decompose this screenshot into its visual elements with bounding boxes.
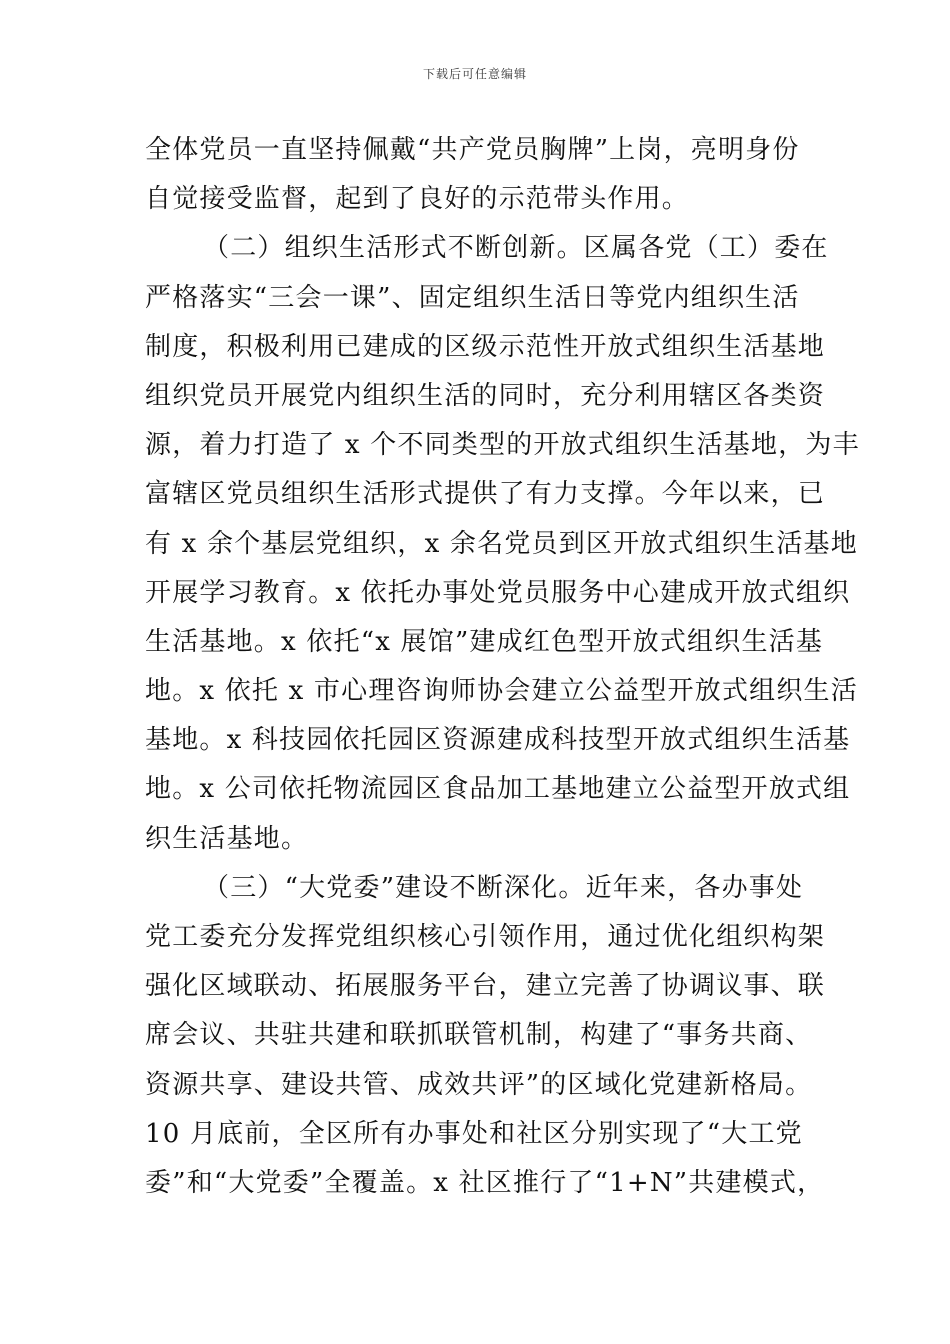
- page-header: 下载后可任意编辑: [422, 67, 527, 81]
- text-line: 源，着力打造了 x 个不同类型的开放式组织生活基地，为丰: [145, 430, 860, 461]
- text-line: 全体党员一直坚持佩戴“共产党员胸牌”上岗，亮明身份: [145, 135, 800, 165]
- text-line: 严格落实“三会一课”、固定组织生活日等党内组织生活: [145, 282, 800, 313]
- text-line: 开展学习教育。x 依托办事处党员服务中心建成开放式组织: [145, 577, 851, 608]
- text-line: 委”和“大党委”全覆盖。x 社区推行了“1+N”共建模式，: [145, 1167, 825, 1198]
- text-line: 织生活基地。: [145, 823, 309, 854]
- text-line: 10 月底前，全区所有办事处和社区分别实现了“大工党: [145, 1118, 803, 1149]
- text-line: 有 x 余个基层党组织，x 余名党员到区开放式组织生活基地: [145, 528, 858, 559]
- text-line: 生活基地。x 依托“x 展馆”建成红色型开放式组织生活基: [145, 626, 824, 657]
- text-line: 地。x 依托 x 市心理咨询师协会建立公益型开放式组织生活: [145, 676, 858, 707]
- text-line: 组织党员开展党内组织生活的同时，充分利用辖区各类资: [145, 380, 826, 411]
- section-heading-line: （三）“大党委”建设不断深化。近年来，各办事处: [203, 872, 804, 903]
- body-text: [145, 126, 860, 1208]
- section-heading-line: （二）组织生活形式不断创新。区属各党（工）委在: [203, 233, 829, 264]
- text-line: 资源共享、建设共管、成效共评”的区域化党建新格局。: [145, 1069, 813, 1100]
- text-line: 地。x 公司依托物流园区食品加工基地建立公益型开放式组: [145, 774, 851, 805]
- text-line: 强化区域联动、拓展服务平台，建立完善了协调议事、联: [145, 971, 826, 1002]
- text-line: 富辖区党员组织生活形式提供了有力支撑。今年以来，已: [145, 479, 826, 510]
- text-line: 自觉接受监督，起到了良好的示范带头作用。: [145, 184, 690, 215]
- text-line: 党工委充分发挥党组织核心引领作用，通过优化组织构架: [145, 922, 826, 952]
- text-line: 席会议、共驻共建和联抓联管机制，构建了“事务共商、: [145, 1020, 813, 1051]
- text-line: 基地。x 科技园依托园区资源建成科技型开放式组织生活基: [145, 725, 851, 756]
- text-line: 制度，积极利用已建成的区级示范性开放式组织生活基地: [145, 331, 826, 362]
